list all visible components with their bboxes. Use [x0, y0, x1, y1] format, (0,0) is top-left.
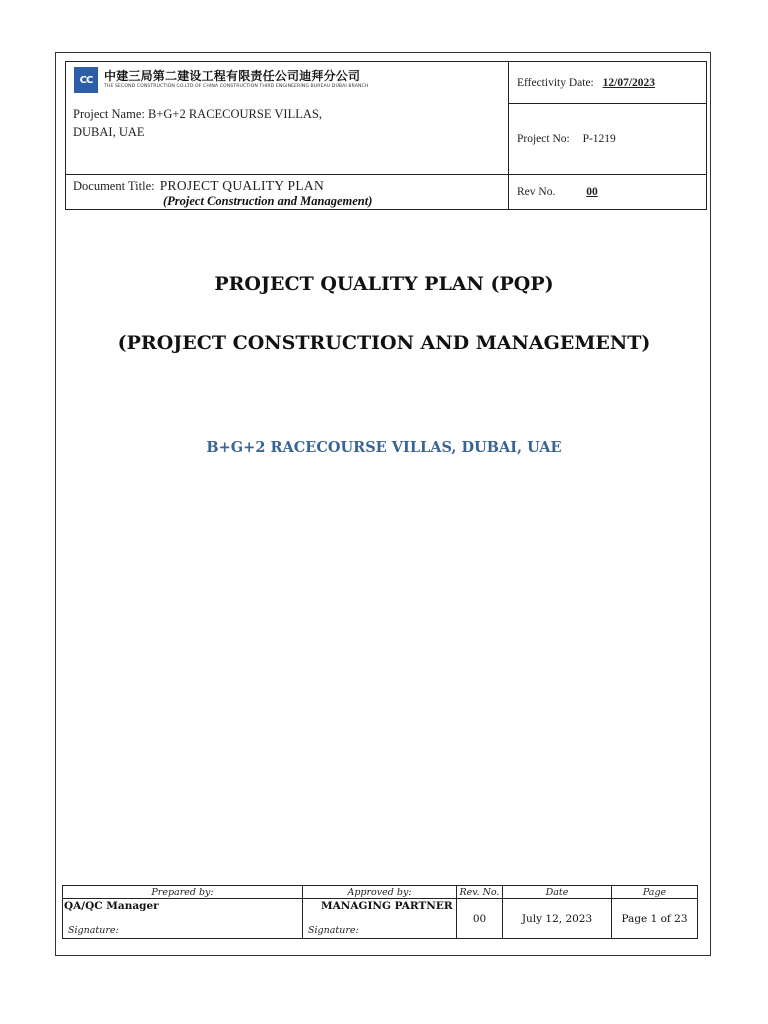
- rev-value: 00: [586, 186, 598, 198]
- company-logo-icon: CC: [74, 67, 98, 93]
- company-cell: [65, 61, 509, 175]
- rev-cell: [508, 174, 707, 210]
- project-no-label: Project No:: [517, 133, 570, 145]
- approved-signature-label: Signature:: [308, 925, 359, 936]
- date-header: Date: [502, 885, 612, 899]
- project-name-line2: DUBAI, UAE: [73, 125, 145, 139]
- effectivity-label: Effectivity Date:: [517, 77, 594, 89]
- approved-by-header: Approved by:: [302, 885, 457, 899]
- main-title: PROJECT QUALITY PLAN (PQP): [214, 273, 554, 295]
- doc-subtitle: (Project Construction and Management): [163, 194, 373, 208]
- project-name: [73, 105, 373, 141]
- approved-by-cell: [302, 898, 457, 939]
- effectivity-value: 12/07/2023: [602, 77, 656, 89]
- document-title-cell: [65, 174, 509, 210]
- prepared-signature-label: Signature:: [68, 925, 119, 936]
- rev-no-cell: [456, 898, 503, 939]
- rev-no-header: Rev. No.: [456, 885, 503, 899]
- date-cell: [502, 898, 612, 939]
- prepared-by-header: Prepared by:: [62, 885, 303, 899]
- page-cell: [611, 898, 698, 939]
- approval-footer: [62, 885, 698, 939]
- page-value: Page 1 of 23: [621, 913, 688, 925]
- approved-role: MANAGING PARTNER: [321, 900, 453, 912]
- project-no-cell: [508, 103, 707, 175]
- page-header: Page: [611, 885, 698, 899]
- document-header: [65, 61, 707, 210]
- project-name-label: Project Name:: [73, 107, 145, 121]
- company-name-cn: 中建三局第二建设工程有限责任公司迪拜分公司: [104, 69, 361, 83]
- company-logo: [74, 67, 384, 93]
- effectivity-cell: [508, 61, 707, 104]
- prepared-by-cell: [62, 898, 303, 939]
- doc-title-value: PROJECT QUALITY PLAN: [159, 178, 324, 193]
- date-value: July 12, 2023: [521, 913, 593, 925]
- project-heading: B+G+2 RACECOURSE VILLAS, DUBAI, UAE: [206, 439, 562, 456]
- main-subtitle: (PROJECT CONSTRUCTION AND MANAGEMENT): [117, 332, 651, 354]
- prepared-role: QA/QC Manager: [64, 900, 159, 912]
- doc-title-label: Document Title:: [73, 179, 155, 193]
- rev-no-value: 00: [472, 913, 487, 925]
- company-name-en: THE SECOND CONSTRUCTION CO.LTD OF CHINA CONSTRUCTION THIRD ENGINEERING BUREAU DUBAI BRANCH: [104, 84, 369, 89]
- project-no-value: P-1219: [582, 133, 616, 145]
- project-name-line1: B+G+2 RACECOURSE VILLAS,: [147, 107, 322, 121]
- rev-label: Rev No.: [517, 186, 556, 198]
